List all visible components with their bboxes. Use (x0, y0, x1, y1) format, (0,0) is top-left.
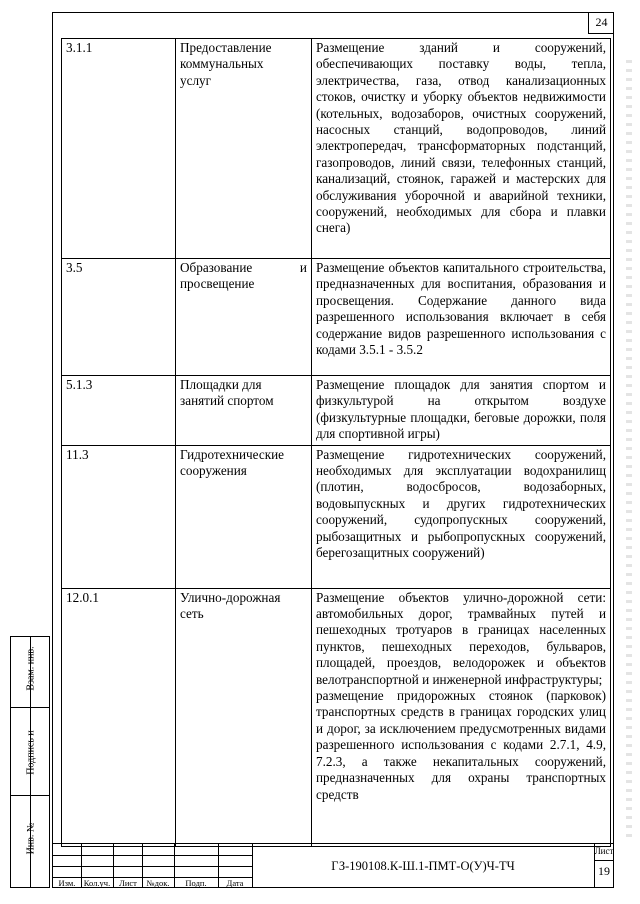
inv-no-label: Инв. № (25, 822, 37, 855)
use-name-line: Площадки для (180, 377, 262, 392)
signature-label: Подпись и (25, 730, 37, 775)
sheet-label: Лист (594, 846, 614, 856)
use-description: Размещение объектов капитального строительства, предназначенных для воспитания, образования и просвещения. Содержание данного вида разрешенного использования включает в себя содержание видов разрешенного использования с кодами 3.5.1 - 3.5.2 (312, 259, 611, 376)
list-label: Лист (119, 878, 137, 888)
land-use-table (61, 38, 611, 847)
use-name (176, 445, 312, 588)
use-description: Размещение площадок для занятия спортом и физкультурой на открытом воздухе (физкультурные площадки, беговые дорожки, поля для спортивной игры) (312, 376, 611, 446)
use-name-line: занятий спортом (180, 393, 274, 409)
use-description: Размещение гидротехнических сооружений, необходимых для эксплуатации водохранилищ (плотин, водосбросов, водозаборных, водовыпускных и других гидротехнических сооружений, судопропускных сооружений, рыбозащитных и рыбопропускных сооружений, берегозащитных сооружений) (312, 445, 611, 588)
use-code: 3.5 (62, 259, 176, 376)
table-row (62, 259, 611, 376)
podp-label: Подп. (185, 878, 207, 888)
use-name-line: услуг (180, 72, 212, 88)
use-name (176, 376, 312, 446)
top-page-number: 24 (588, 12, 614, 34)
use-code: 3.1.1 (62, 39, 176, 259)
use-name-line: Гидротехнические (180, 446, 285, 462)
use-name (176, 588, 312, 846)
use-name-line: сооружения (180, 463, 247, 479)
vzam-inv-label: Взам. инв. (25, 646, 37, 691)
use-description (312, 588, 611, 846)
table-row (62, 445, 611, 588)
table-row (62, 376, 611, 446)
description-part-1: Размещение объектов улично-дорожной сети: автомобильных дорог, трамвайных путей и пешеходных тротуаров в границах населенных пунктов, пешеходных переходов, бульваров, площадей, проездов, велодорожек и объектов велотранспортной и инженерной инфраструктуры; (316, 589, 606, 687)
table-row (62, 39, 611, 259)
scan-edge-marks (626, 60, 632, 840)
use-code: 11.3 (62, 445, 176, 588)
description-part-2: размещение придорожных стоянок (парковок) транспортных средств в границах городских улиц и дорог, за исключением предусмотренных видами разрешенного использования с кодами 2.7.1, 4.9, 7.2.3, а также некапитальных сооружений, предназначенных для охраны транспортных средств (316, 688, 606, 802)
use-description: Размещение зданий и сооружений, обеспечивающих поставку воды, тепла, электричества, газа, отвод канализационных стоков, очистку и уборку объектов недвижимости (котельных, водозаборов, очистных сооружений, насосных станций, водопроводов, линий электропередач, трансформаторных подстанций, газопроводов, линий связи, телефонных станций, канализаций, стоянок, гаражей и мастерских для обслуживания уборочной и аварийной техники, сооружений, необходимых для сбора и плавки снега) (312, 39, 611, 259)
use-code: 12.0.1 (62, 588, 176, 846)
use-name-line: сеть (180, 606, 204, 622)
sheet-number: 19 (598, 864, 610, 878)
use-name-line: коммунальных (180, 56, 264, 72)
title-block (52, 843, 614, 888)
kol-uch-label: Кол.уч. (83, 878, 111, 888)
use-name (176, 39, 312, 259)
use-name-line: Предоставление (180, 40, 272, 55)
izm-label: Изм. (58, 878, 76, 888)
use-code: 5.1.3 (62, 376, 176, 446)
use-name (176, 259, 312, 376)
data-label: Дата (226, 878, 244, 888)
use-name-line: Образование и (180, 260, 307, 275)
use-name-line: просвещение (180, 276, 255, 292)
table-row (62, 588, 611, 846)
use-name-line: Улично-дорожная (180, 589, 281, 605)
n-dok-label: №док. (146, 878, 170, 888)
document-code: ГЗ-190108.К-Ш.1-ПМТ-О(У)Ч-ТЧ (331, 859, 515, 873)
side-stamp-strip (10, 636, 50, 888)
